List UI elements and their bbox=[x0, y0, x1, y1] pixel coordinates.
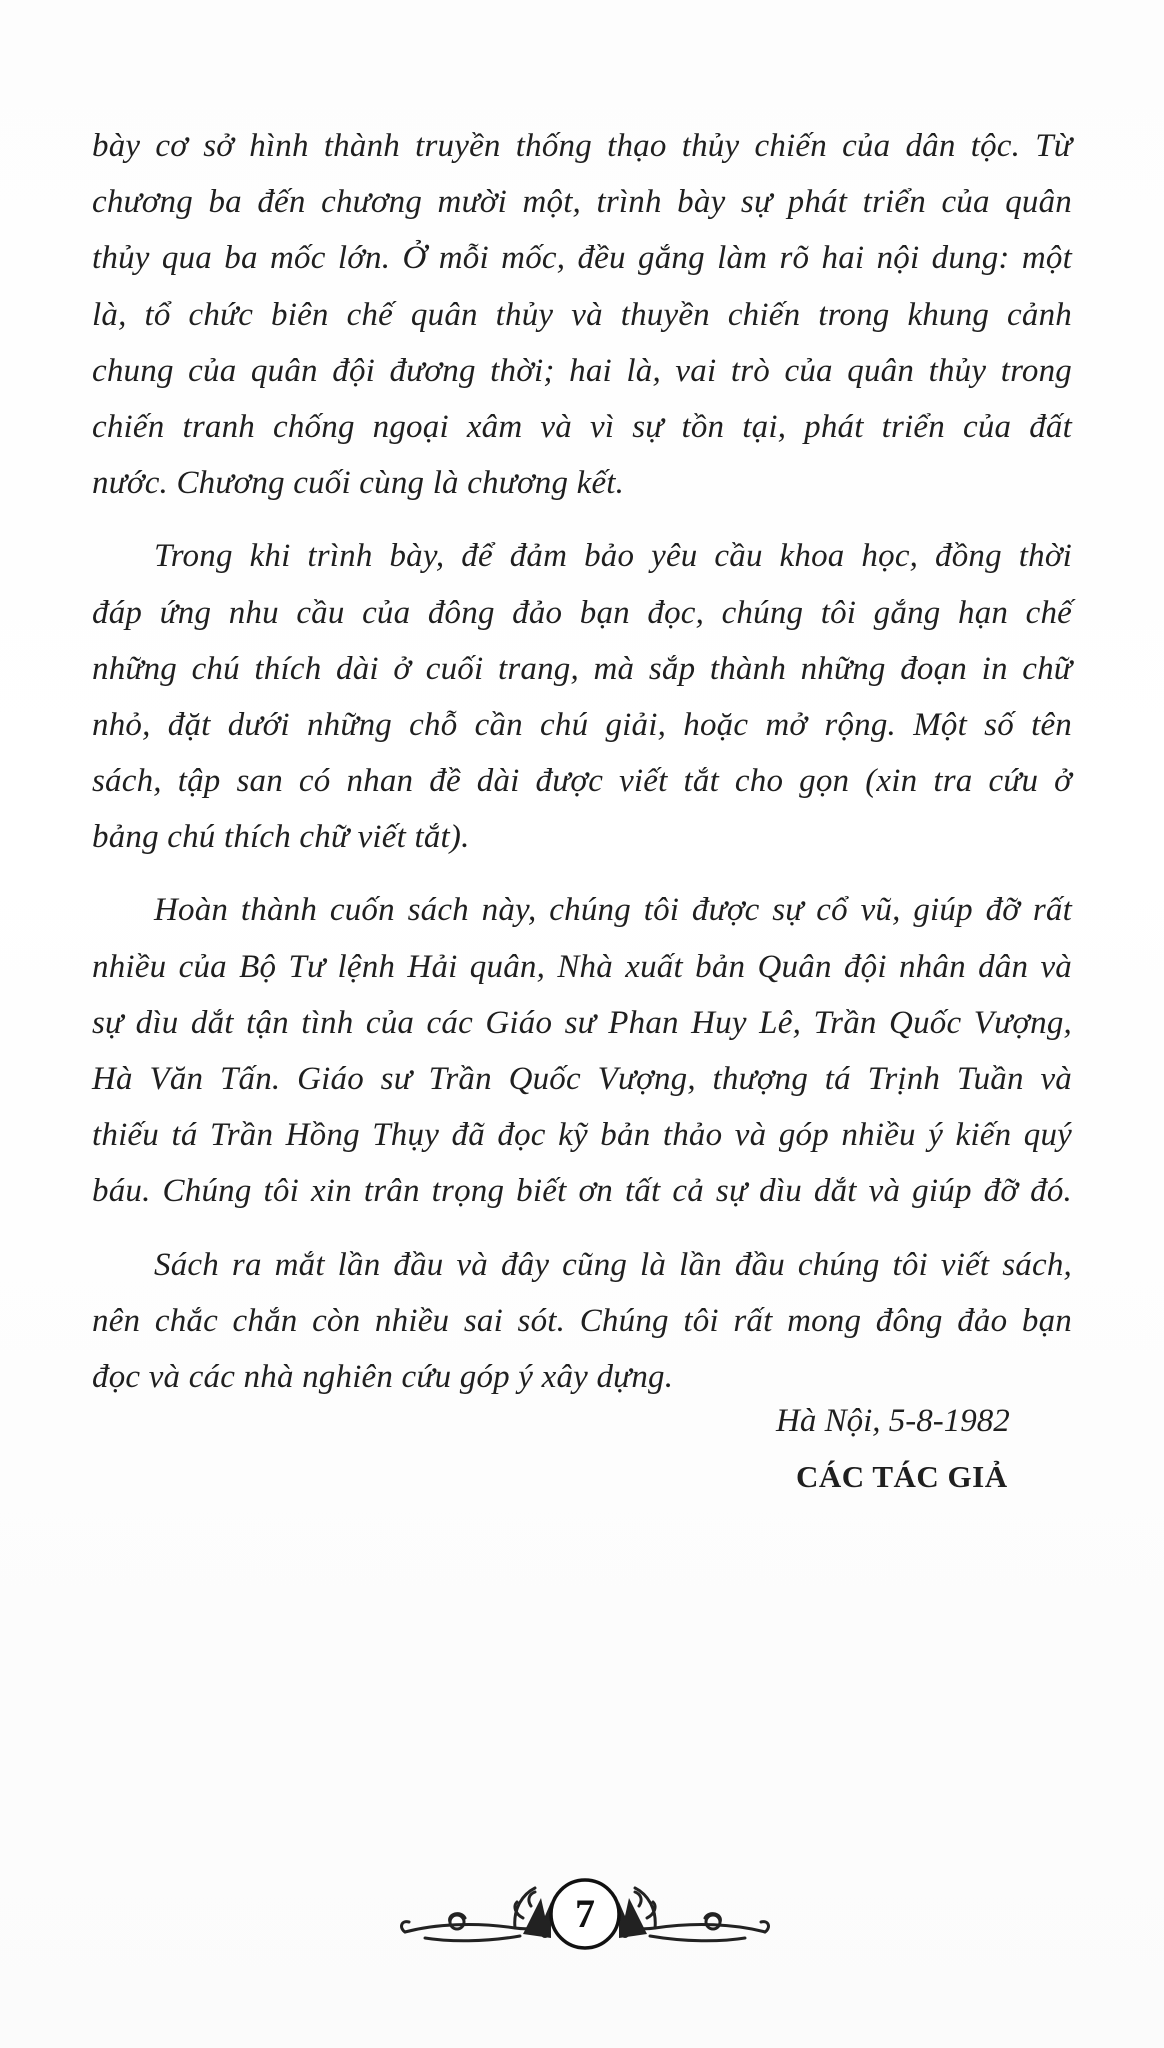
paragraph bbox=[92, 528, 1072, 865]
text-line: nhỏ, đặt dưới những chỗ cần chú giải, hoặc mở rộng. Một số tên bbox=[92, 706, 1072, 743]
text-line: Hà Văn Tấn. Giáo sư Trần Quốc Vượng, thượng tá Trịnh Tuần và bbox=[92, 1061, 1072, 1097]
text-line: nước. Chương cuối cùng là chương kết. bbox=[92, 465, 625, 502]
text-line: là, tổ chức biên chế quân thủy và thuyền chiến trong khung cảnh bbox=[92, 296, 1072, 333]
text-line: đáp ứng nhu cầu của đông đảo bạn đọc, chúng tôi gắng hạn chế bbox=[92, 594, 1072, 631]
signature-block bbox=[776, 1393, 1076, 1505]
text-line: Sách ra mắt lần đầu và đây cũng là lần đầu chúng tôi viết sách, bbox=[154, 1246, 1072, 1283]
text-line: nhiều của Bộ Tư lệnh Hải quân, Nhà xuất bản Quân đội nhân dân và bbox=[92, 948, 1072, 985]
paragraph bbox=[92, 1237, 1072, 1406]
body-text bbox=[92, 118, 1072, 1405]
text-line: thủy qua ba mốc lớn. Ở mỗi mốc, đều gắng làm rõ hai nội dung: một bbox=[92, 240, 1072, 277]
text-line: Hoàn thành cuốn sách này, chúng tôi được sự cổ vũ, giúp đỡ rất bbox=[154, 892, 1072, 929]
text-line: báu. Chúng tôi xin trân trọng biết ơn tất cả sự dìu dắt và giúp đỡ đó. bbox=[92, 1173, 1072, 1210]
text-line: thiếu tá Trần Hồng Thụy đã đọc kỹ bản thảo và góp nhiều ý kiến quý bbox=[92, 1117, 1072, 1154]
text-line: chương ba đến chương mười một, trình bày sự phát triển của quân bbox=[92, 184, 1072, 221]
authors-signature: CÁC TÁC GIẢ bbox=[796, 1459, 1008, 1494]
text-line: chiến tranh chống ngoại xâm và vì sự tồn tại, phát triển của đất bbox=[92, 408, 1072, 445]
text-line: sự dìu dắt tận tình của các Giáo sư Phan Huy Lê, Trần Quốc Vượng, bbox=[92, 1004, 1072, 1041]
text-line: chung của quân đội đương thời; hai là, vai trò của quân thủy trong bbox=[92, 352, 1072, 389]
text-line: Trong khi trình bày, để đảm bảo yêu cầu khoa học, đồng thời bbox=[154, 538, 1072, 575]
text-line: đọc và các nhà nghiên cứu góp ý xây dựng. bbox=[92, 1358, 674, 1395]
place-date: Hà Nội, 5-8-1982 bbox=[776, 1403, 1010, 1439]
paragraph bbox=[92, 118, 1072, 511]
page-number: 7 bbox=[575, 1891, 595, 1936]
text-line: những chú thích dài ở cuối trang, mà sắp thành những đoạn in chữ bbox=[92, 650, 1072, 687]
page-footer bbox=[395, 1858, 775, 1978]
text-line: bảng chú thích chữ viết tắt). bbox=[92, 819, 470, 856]
text-line: sách, tập san có nhan đề dài được viết tắt cho gọn (xin tra cứu ở bbox=[92, 763, 1072, 800]
paragraph bbox=[92, 882, 1072, 1219]
text-line: nên chắc chắn còn nhiều sai sót. Chúng tôi rất mong đông đảo bạn bbox=[92, 1302, 1072, 1339]
text-line: bày cơ sở hình thành truyền thống thạo thủy chiến của dân tộc. Từ bbox=[92, 128, 1072, 164]
